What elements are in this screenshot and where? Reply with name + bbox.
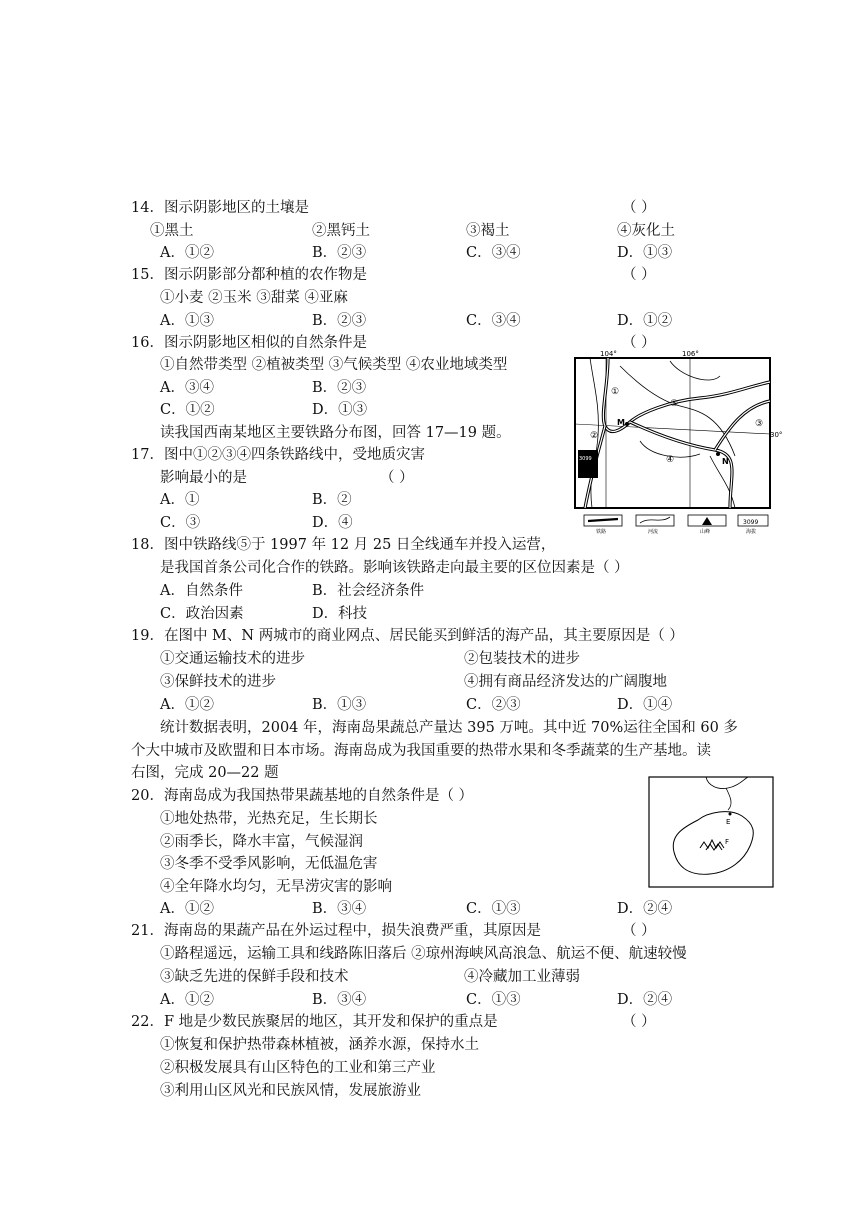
city-m-label: M: [617, 418, 625, 427]
q16-choice-d: D．①③: [312, 402, 368, 418]
q20-option-3: ③冬季不受季风影响，无低温危害: [160, 856, 378, 872]
q20-choice-b: B．③④: [312, 901, 367, 917]
legend-river-symbol: [640, 517, 670, 523]
q14-option-2: ②黑钙土: [312, 223, 370, 239]
q19-choice-a: A．①②: [160, 697, 214, 713]
q16-choice-c: C．①②: [160, 402, 215, 418]
q16-answer-paren: （ ）: [622, 335, 656, 351]
q15-stem: 15．图示阴影部分都种植的农作物是: [131, 267, 367, 283]
legend-elev-value: 3099: [743, 519, 759, 526]
q21-options-1-2: ①路程遥远，运输工具和线路陈旧落后 ②琼州海峡风高浪急、航运不便、航速较慢: [160, 946, 687, 962]
q18-choice-c: C．政治因素: [160, 606, 244, 622]
q15-choice-a: A．①③: [160, 313, 214, 329]
q15-options: ①小麦 ②玉米 ③甜菜 ④亚麻: [160, 290, 348, 306]
q20-choice-d: D．②④: [617, 901, 673, 917]
q21-choice-d: D．②④: [617, 992, 673, 1008]
q21-choice-a: A．①②: [160, 992, 214, 1008]
q18-stem-line2: 是我国首条公司化合作的铁路。影响该铁路走向最主要的区位因素是（ ）: [160, 560, 629, 576]
q19-choice-d: D．①④: [617, 697, 673, 713]
city-n-label: N: [722, 457, 729, 466]
intro-20-22-line1: 统计数据表明，2004 年，海南岛果蔬总产量达 395 万吨。其中近 70%运往全国和 60 多: [160, 720, 738, 736]
q21-option-4: ④冷藏加工业薄弱: [464, 969, 580, 985]
rail-label-3: ③: [755, 419, 764, 429]
intro-20-22-line2: 个大中城市及欧盟和日本市场。海南岛成为我国重要的热带水果和冬季蔬菜的生产基地。读: [131, 743, 711, 759]
q14-option-1: ①黑土: [150, 223, 194, 239]
q22-option-1: ①恢复和保护热带森林植被，涵养水源，保持水土: [160, 1037, 479, 1053]
q19-option-3: ③保鲜技术的进步: [160, 674, 276, 690]
lon-label-106: 106°: [682, 350, 699, 358]
q21-choice-b: B．③④: [312, 992, 367, 1008]
mountain-area: [578, 450, 598, 478]
q19-stem: 19．在图中 M、N 两城市的商业网点、居民能买到鲜活的海产品，其主要原因是（ ）: [131, 628, 684, 644]
q20-stem: 20．海南岛成为我国热带果蔬基地的自然条件是（ ）: [131, 788, 474, 804]
point-e-dot: [729, 813, 732, 816]
railway-line: [630, 422, 732, 508]
legend-peak-label: 山峰: [700, 529, 711, 535]
q15-choice-d: D．①②: [617, 313, 673, 329]
q18-stem-line1: 18．图中铁路线⑤于 1997 年 12 月 25 日全线通车并投入运营，: [131, 537, 556, 553]
railway-map-figure: [570, 346, 783, 535]
q16-choice-a: A．③④: [160, 380, 214, 396]
q15-choice-c: C．③④: [466, 313, 521, 329]
river-line: [670, 361, 720, 380]
q17-choice-c: C．③: [160, 515, 201, 531]
q15-choice-b: B．②③: [312, 313, 367, 329]
q20-option-2: ②雨季长，降水丰富，气候湿润: [160, 834, 363, 850]
peninsula-coast: [726, 788, 731, 810]
q14-choice-a: A．①②: [160, 245, 214, 261]
q17-stem-line2: 影响最小的是: [160, 470, 247, 486]
q19-option-1: ①交通运输技术的进步: [160, 651, 305, 667]
q14-option-4: ④灰化土: [617, 223, 675, 239]
q18-choice-d: D．科技: [312, 606, 368, 622]
legend-rail-label: 铁路: [596, 529, 607, 535]
q16-options: ①自然带类型 ②植被类型 ③气候类型 ④农业地域类型: [160, 357, 508, 373]
q19-option-2: ②包装技术的进步: [464, 651, 580, 667]
lat-label-30: 30°: [770, 431, 783, 439]
q18-choice-b: B．社会经济条件: [312, 583, 425, 599]
rail-label-4: ④: [666, 455, 675, 465]
q17-choice-d: D．④: [312, 515, 353, 531]
hainan-map-figure: [648, 776, 774, 888]
q20-option-4: ④全年降水均匀，无旱涝灾害的影响: [160, 879, 392, 895]
q17-choice-b: B．②: [312, 492, 352, 508]
q22-answer-paren: （ ）: [622, 1014, 656, 1030]
q21-option-3: ③缺乏先进的保鲜手段和技术: [160, 969, 349, 985]
q21-choice-c: C．①③: [466, 992, 521, 1008]
legend-rail-symbol: [588, 519, 618, 521]
q17-choice-a: A．①: [160, 492, 200, 508]
q17-answer-paren: （ ）: [380, 470, 414, 486]
q14-option-3: ③褐土: [466, 223, 510, 239]
q14-answer-paren: （ ）: [622, 200, 656, 216]
q22-option-3: ③利用山区风光和民族风情，发展旅游业: [160, 1083, 421, 1099]
rail-label-1: ①: [611, 387, 620, 397]
city-n-dot: [716, 452, 720, 456]
point-f-label: F: [725, 838, 730, 846]
q19-choice-c: C．②③: [466, 697, 521, 713]
legend-peak-icon: [702, 517, 712, 525]
legend-river-box: [636, 515, 674, 526]
rail-label-2: ②: [590, 431, 599, 441]
railway-line-inner: [603, 358, 770, 432]
q22-stem: 22．F 地是少数民族聚居的地区，其开发和保护的重点是: [131, 1014, 498, 1030]
q22-option-2: ②积极发展具有山区特色的工业和第三产业: [160, 1060, 436, 1076]
q17-stem-line1: 17．图中①②③④四条铁路线中，受地质灾害: [131, 447, 425, 463]
intro-17-19: 读我国西南某地区主要铁路分布图，回答 17—19 题。: [160, 425, 511, 441]
point-e-label: E: [726, 818, 731, 826]
legend-river-label: 河流: [648, 529, 659, 535]
legend-elev-label: 海拔: [746, 529, 757, 535]
q20-choice-a: A．①②: [160, 901, 214, 917]
lon-label-104: 104°: [600, 350, 617, 358]
q16-choice-b: B．②③: [312, 380, 367, 396]
q20-choice-c: C．①③: [466, 901, 521, 917]
q19-option-4: ④拥有商品经济发达的广阔腹地: [464, 674, 667, 690]
q21-answer-paren: （ ）: [622, 923, 656, 939]
map-frame: [649, 777, 773, 887]
q14-stem: 14．图示阴影地区的土壤是: [131, 200, 309, 216]
q21-stem: 21．海南岛的果蔬产品在外运过程中，损失浪费严重，其原因是: [131, 923, 541, 939]
elevation-label: 3099: [579, 456, 592, 462]
q16-stem: 16．图示阴影地区相似的自然条件是: [131, 335, 367, 351]
railway-line-inner: [630, 422, 732, 508]
railway-line: [603, 358, 770, 432]
q14-choice-c: C．③④: [466, 245, 521, 261]
q15-answer-paren: （ ）: [622, 267, 656, 283]
intro-20-22-line3: 右图，完成 20—22 题: [131, 765, 279, 781]
mainland-coast: [706, 777, 748, 789]
q14-choice-b: B．②③: [312, 245, 367, 261]
city-m-dot: [625, 422, 629, 426]
q20-option-1: ①地处热带，光热充足，生长期长: [160, 811, 378, 827]
rail-label-5: ⑤: [670, 399, 679, 409]
q18-choice-a: A．自然条件: [160, 583, 243, 599]
q14-choice-d: D．①③: [617, 245, 673, 261]
q19-choice-b: B．①③: [312, 697, 367, 713]
